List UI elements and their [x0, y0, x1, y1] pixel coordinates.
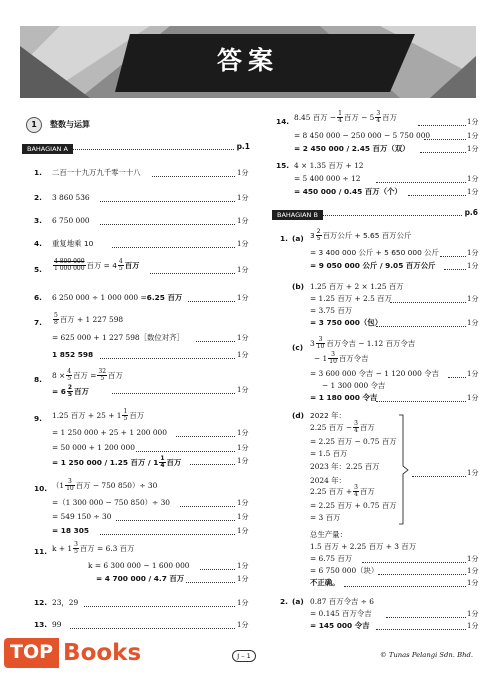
logo-books: Books: [63, 639, 142, 666]
dot-leader: [378, 574, 466, 575]
mark-label: 1分: [237, 444, 249, 452]
dot-leader: [100, 358, 235, 359]
mark-label: 1分: [237, 457, 249, 465]
answer-line: 3 $\frac{3}{10}$ 百万令吉 − 1.12 百万令吉: [310, 336, 416, 351]
dot-leader: [112, 247, 235, 248]
mark-label: 1分: [467, 188, 479, 196]
dot-leader: [188, 301, 235, 302]
chapter-heading: [26, 117, 90, 133]
mark-label: 1分: [237, 621, 249, 629]
answer-text: = 3 400 000 公斤 + 5 650 000 公斤: [310, 248, 439, 257]
dot-leader: [440, 256, 466, 257]
section-a-tag: BAHAGIAN A: [22, 144, 73, 154]
mark-label: 1分: [237, 513, 249, 521]
question-number: 3.: [34, 216, 42, 225]
dot-leader: [420, 152, 466, 153]
answer-text: = 549 150 ÷ 30: [52, 512, 112, 521]
answer-text: 重复地乘 10: [52, 239, 94, 248]
answer-line: $\frac{4 800 000}{1 000 000}$ 百万 = 4 $\frac{4}{5}$ 百万: [54, 258, 140, 273]
answer-line: = 1 250 000 / 1.25 百万 / 1 $\frac{1}{4}$ 百万: [52, 455, 182, 470]
mark-label: 1分: [467, 394, 479, 402]
mark-label: 1分: [237, 386, 249, 394]
answer-line: 2.25 百万 − $\frac{3}{4}$ 百万: [310, 420, 375, 435]
answer-text: 6 750 000: [52, 216, 90, 225]
answer-text: 23，29: [52, 598, 79, 607]
answer-text: = 3.75 百万: [310, 306, 353, 315]
answer-text: = 18 305: [52, 526, 90, 535]
question-number: 5.: [34, 265, 42, 274]
mark-label: 1分: [237, 562, 249, 570]
dot-leader: [180, 506, 235, 507]
dot-leader: [136, 451, 235, 452]
answer-text: 3 860 536: [52, 193, 90, 202]
answer-text: = 9 050 000 公斤 / 9.05 百万公斤: [310, 261, 436, 270]
answer-text: = 2 450 000 / 2.45 百万（双）: [294, 144, 410, 153]
mark-label: 1分: [467, 610, 479, 618]
answer-line: 8 × $\frac{4}{5}$ 百万 = $\frac{32}{5}$ 百万: [52, 368, 123, 383]
mark-label: 1分: [467, 249, 479, 257]
question-number: 8.: [34, 375, 42, 384]
mark-label: 1分: [467, 295, 479, 303]
mark-label: 1分: [467, 319, 479, 327]
mark-label: 1分: [467, 132, 479, 140]
dot-leader: [362, 562, 466, 563]
question-number: 1.: [34, 168, 42, 177]
answer-text: = 0.145 百万令吉: [310, 609, 372, 618]
answer-text: k = 6 300 000 − 1 600 000: [88, 561, 190, 570]
answer-text: 99: [52, 620, 62, 629]
dot-leader: [448, 377, 466, 378]
section-a-page: p.1: [234, 142, 250, 151]
answer-text: = 3 750 000（包）: [310, 318, 383, 327]
question-number: 4.: [34, 239, 42, 248]
dot-leader: [376, 401, 466, 402]
dot-leader: [190, 464, 235, 465]
answer-text: = 1.5 百万: [310, 449, 348, 458]
dot-leader: [116, 520, 235, 521]
dot-leader: [386, 617, 466, 618]
answer-line: 3 $\frac{2}{5}$ 百万公斤 + 5.65 百万公斤: [310, 228, 412, 243]
answer-text: = 6.75 百万: [310, 554, 353, 563]
answer-text: = 2.25 百万 + 0.75 百万: [310, 501, 397, 510]
section-a-bar: [22, 142, 250, 159]
answer-text: = 4 700 000 / 4.7 百万: [96, 574, 185, 583]
mark-label: 1分: [467, 622, 479, 630]
mark-label: 1分: [237, 294, 249, 302]
dot-leader: [84, 606, 235, 607]
mark-label: 1分: [467, 469, 479, 477]
answer-line: − 1 $\frac{3}{10}$ 百万令吉: [314, 351, 369, 366]
question-number: 13.: [34, 620, 48, 629]
mark-label: 1分: [237, 217, 249, 225]
mark-label: 1分: [237, 194, 249, 202]
answer-text: = 3 600 000 令吉 − 1 120 000 令吉: [310, 369, 439, 378]
brace-icon: [398, 414, 410, 526]
mark-label: 1分: [237, 351, 249, 359]
page-number: J – 1: [232, 650, 256, 662]
dot-leader: [376, 326, 466, 327]
answer-text: 2023 年：2.25 百万: [310, 462, 380, 471]
dot-leader: [100, 201, 235, 202]
mark-label: 1分: [237, 240, 249, 248]
answer-text: 1.25 百万 + 2 × 1.25 百万: [310, 282, 404, 291]
answer-line: 8.45 百万 − $\frac{1}{4}$ 百万 − 5 $\frac{3}{4}$ 百万: [294, 110, 397, 125]
question-number: 1.: [280, 234, 288, 243]
mark-label: 1分: [467, 145, 479, 153]
dot-leader: [70, 628, 235, 629]
answer-line: （1 $\frac{3}{10}$ 百万 − 750 850）÷ 30: [52, 478, 158, 493]
dot-leader: [376, 629, 466, 630]
mark-label: 1分: [467, 555, 479, 563]
mark-label: 1分: [237, 169, 249, 177]
question-number: 9.: [34, 414, 42, 423]
answer-text: = 450 000 / 0.45 百万（个）: [294, 187, 402, 196]
answer-line: 6 250 000 ÷ 1 000 000 = 6.25 百万: [52, 293, 183, 302]
section-b-page: p.6: [462, 208, 478, 217]
mark-label: 1分: [467, 175, 479, 183]
header-banner: [20, 26, 476, 98]
mark-label: 1分: [237, 266, 249, 274]
answer-text: 二百一十九万九千零一十八: [52, 168, 141, 177]
answer-text: 不正确。: [310, 578, 340, 587]
mark-label: 1分: [237, 334, 249, 342]
dot-leader: [390, 302, 466, 303]
answer-line: = 6 $\frac{2}{5}$ 百万: [52, 384, 89, 399]
dot-leader: [424, 139, 466, 140]
dot-leader: [112, 393, 235, 394]
answer-line: $\frac{5}{8}$ 百万 + 1 227 598: [54, 312, 124, 327]
answer-text: = 3 百万: [310, 513, 341, 522]
logo-top: TOP: [4, 638, 59, 668]
chapter-number: 1: [26, 117, 42, 133]
mark-label: 1分: [237, 527, 249, 535]
dot-leader: [100, 534, 235, 535]
copyright-text: © Tunas Pelangi Sdn. Bhd.: [379, 651, 473, 659]
answer-text: 1 852 598: [52, 350, 94, 359]
question-number: 14.: [276, 117, 290, 126]
mark-label: 1分: [237, 575, 249, 583]
answer-text: = 50 000 + 1 200 000: [52, 443, 135, 452]
part-label: (a): [292, 597, 304, 606]
question-number: 2.: [280, 597, 288, 606]
dot-leader: [100, 224, 235, 225]
dot-leader: [418, 125, 466, 126]
dot-leader: [444, 269, 466, 270]
dot-leader: [196, 341, 235, 342]
part-label: (d): [292, 411, 305, 420]
answer-text: − 1 300 000 令吉: [322, 381, 386, 390]
answer-text: = 5 400 000 ÷ 12: [294, 174, 361, 183]
part-label: (c): [292, 343, 304, 352]
answer-text: 总生产量：: [310, 530, 347, 539]
mark-label: 1分: [467, 579, 479, 587]
answer-text: = 145 000 令吉: [310, 621, 370, 630]
fraction: $\frac{4}{5}$: [118, 258, 123, 273]
answer-line: k + 1 $\frac{3}{5}$ 百万 = 6.3 百万: [52, 541, 135, 556]
section-b-tag: BAHAGIAN B: [272, 210, 323, 220]
dot-leader: [152, 176, 235, 177]
question-number: 2.: [34, 193, 42, 202]
mark-label: 1分: [237, 599, 249, 607]
question-number: 12.: [34, 598, 48, 607]
question-number: 15.: [276, 161, 290, 170]
question-number: 11.: [34, 547, 48, 556]
answer-text: = 1 180 000 令吉: [310, 393, 378, 402]
answer-text: = 1 250 000 + 25 + 1 200 000: [52, 428, 167, 437]
answer-text: 2024 年：: [310, 476, 346, 485]
answer-text: 4 × 1.35 百万 + 12: [294, 161, 364, 170]
question-number: 7.: [34, 318, 42, 327]
dot-leader: [150, 273, 235, 274]
mark-label: 1分: [467, 118, 479, 126]
topbooks-logo: [4, 638, 141, 668]
dot-leader: [200, 569, 235, 570]
answer-line: 1.25 百万 + 25 + 1 $\frac{1}{5}$ 百万: [52, 408, 145, 423]
part-label: (a): [292, 234, 304, 243]
fraction: $\frac{4 800 000}{1 000 000}$: [54, 258, 85, 273]
mark-label: 1分: [237, 499, 249, 507]
part-label: (b): [292, 282, 305, 291]
mark-label: 1分: [237, 429, 249, 437]
answer-line: 2.25 百万 + $\frac{3}{4}$ 百万: [310, 484, 375, 499]
answer-text: = 1.25 百万 + 2.5 百万: [310, 294, 392, 303]
answer-text: = 625 000 + 1 227 598［数位对齐］: [52, 333, 184, 342]
chapter-title: 整数与运算: [50, 120, 90, 129]
dot-leader: [412, 476, 466, 477]
question-number: 6.: [34, 293, 42, 302]
mark-label: 1分: [467, 370, 479, 378]
page-title: 答案: [216, 46, 279, 75]
dot-leader: [344, 586, 466, 587]
answer-text: = 8 450 000 − 250 000 − 5 750 000: [294, 131, 431, 140]
section-b-bar: [272, 208, 478, 225]
dot-leader: [408, 195, 466, 196]
answer-text: 2022 年：: [310, 411, 346, 420]
dot-leader: [186, 582, 235, 583]
mark-label: 1分: [467, 567, 479, 575]
answer-text: 0.87 百万令吉 ÷ 6: [310, 597, 374, 606]
dot-leader: [376, 182, 466, 183]
answer-text: =（1 300 000 − 750 850）÷ 30: [52, 498, 170, 507]
dot-leader: [176, 436, 235, 437]
answer-text: = 2.25 百万 − 0.75 百万: [310, 437, 397, 446]
answer-text: = 6 750 000（块）: [310, 566, 379, 575]
answer-text: 1.5 百万 + 2.25 百万 + 3 百万: [310, 542, 417, 551]
question-number: 10.: [34, 484, 48, 493]
mark-label: 1分: [467, 262, 479, 270]
